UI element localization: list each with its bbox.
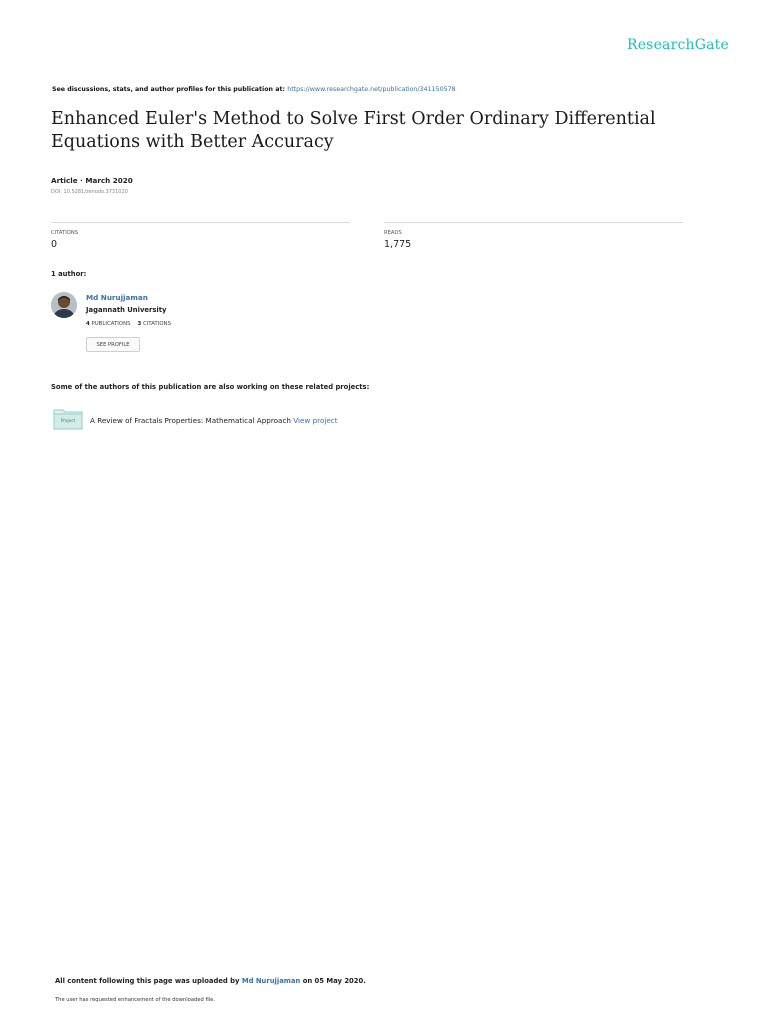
reads-label: READS	[384, 230, 402, 236]
upload-info	[55, 977, 366, 985]
author-publications-count: 4	[86, 321, 90, 327]
view-project-link[interactable]: View project	[293, 416, 338, 425]
enhancement-note: The user has requested enhancement of the downloaded file.	[55, 997, 216, 1003]
authors-heading: 1 author:	[51, 270, 87, 278]
author-counts	[86, 321, 171, 327]
project-item	[90, 416, 338, 425]
citations-divider	[51, 222, 350, 223]
researchgate-logo[interactable]: ResearchGate	[626, 37, 729, 53]
reads-divider	[384, 222, 683, 223]
publication-doi: DOI: 10.5281/zenodo.3731020	[51, 189, 128, 195]
citations-label: CITATIONS	[51, 230, 79, 236]
reads-value: 1,775	[384, 239, 412, 250]
intro-prefix: See discussions, stats, and author profiles for this publication at:	[52, 86, 285, 93]
author-publications-label: PUBLICATIONS	[91, 321, 131, 327]
project-folder-icon[interactable]	[53, 408, 83, 430]
author-name-link[interactable]: Md Nurujjaman	[86, 293, 148, 302]
author-affiliation: Jagannath University	[86, 306, 167, 314]
person-avatar-icon	[51, 292, 77, 318]
citations-value: 0	[51, 239, 58, 250]
upload-suffix: on 05 May 2020.	[302, 977, 366, 985]
publication-title: Enhanced Euler's Method to Solve First Order Ordinary Differential Equations with Better Accuracy	[51, 109, 656, 152]
author-citations-label: CITATIONS	[142, 321, 172, 327]
publication-url-link[interactable]: https://www.researchgate.net/publication/341150578	[287, 86, 456, 93]
uploader-link[interactable]: Md Nurujjaman	[241, 977, 301, 985]
author-avatar[interactable]	[51, 292, 77, 318]
author-citations-count: 3	[137, 321, 142, 327]
project-title: A Review of Fractals Properties: Mathematical Approach	[90, 416, 291, 425]
upload-prefix: All content following this page was uploaded by	[55, 977, 240, 985]
related-projects-heading: Some of the authors of this publication are also working on these related projects:	[51, 383, 370, 391]
project-icon-label: Project	[60, 418, 76, 423]
publication-meta: Article · March 2020	[51, 176, 133, 185]
see-profile-button[interactable]: SEE PROFILE	[86, 337, 140, 352]
intro-line	[52, 86, 456, 93]
